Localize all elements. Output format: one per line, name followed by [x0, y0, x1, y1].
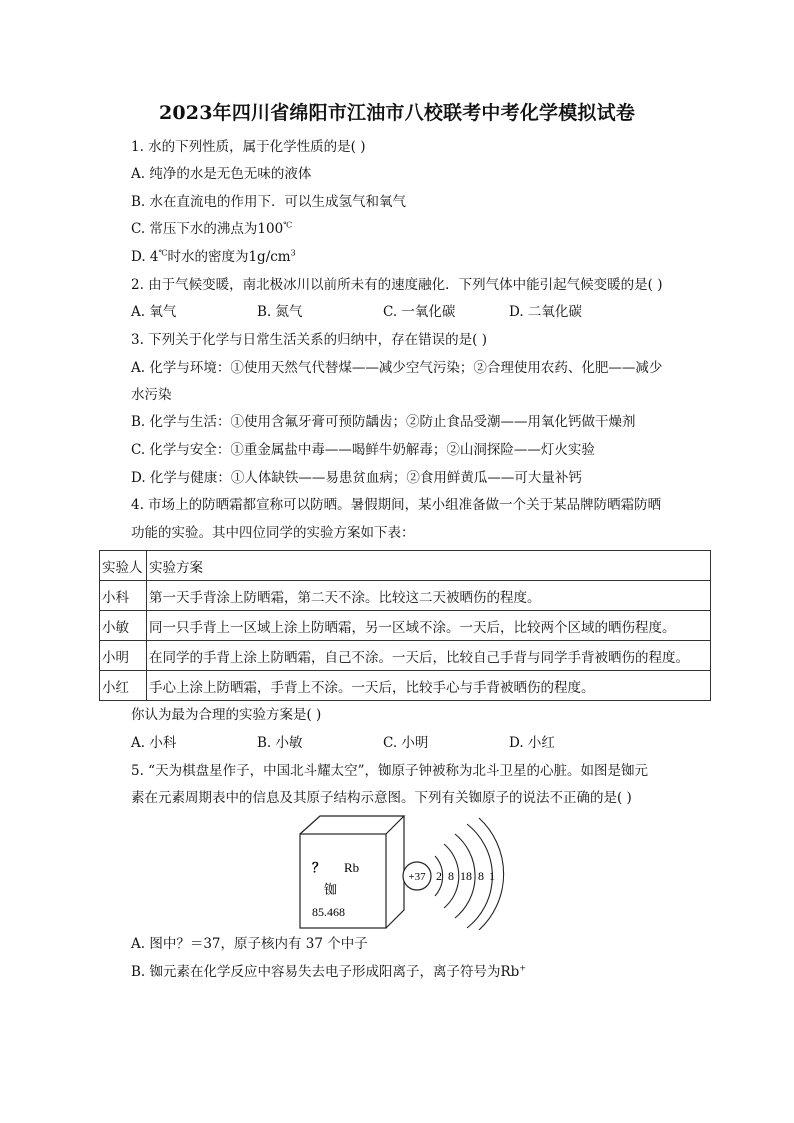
atom-structure [403, 818, 504, 930]
q1-option-b: B. 水在直流电的作用下．可以生成氢气和氧气 [131, 194, 407, 210]
element-name: 铷 [324, 883, 338, 898]
q5-option-b-text: B. 铷元素在化学反应中容易失去电子形成阳离子，离子符号为Rb [131, 964, 520, 980]
q2-option-a: A. 氧气 [131, 304, 177, 320]
q1-stem: 1. 水的下列性质，属于化学性质的是( ) [131, 139, 366, 155]
table-cell-name: 小明 [100, 641, 147, 671]
q2-option-c: C. 一氧化碳 [383, 304, 456, 320]
table-row [100, 671, 711, 701]
q2-option-b: B. 氮气 [257, 304, 303, 320]
page-title: 2023年四川省绵阳市江油市八校联考中考化学模拟试卷 [158, 102, 636, 124]
experiment-table [99, 550, 711, 701]
element-number: ？ [312, 860, 326, 875]
q5-option-a: A. 图中？＝37，原子核内有 37 个中子 [131, 936, 368, 952]
q4-stem-line2: 功能的实验。其中四位同学的实验方案如下表： [131, 525, 415, 541]
table-cell-plan: 同一只手背上一区域上涂上防晒霜，另一区域不涂。一天后，比较两个区域的晒伤程度。 [147, 611, 711, 641]
q3-option-d: D. 化学与健康：①人体缺铁——易患贫血病；②食用鲜黄瓜——可大量补钙 [131, 470, 582, 486]
electron-count: 8 [478, 869, 484, 883]
q3-option-a-line2: 水污染 [131, 387, 172, 403]
table-cell-name: 小敏 [100, 611, 147, 641]
q4-option-c: C. 小明 [383, 735, 429, 751]
q4-option-d: D. 小红 [509, 735, 555, 751]
q1-option-d-text1: D. 4 [131, 249, 159, 265]
table-row [100, 581, 711, 611]
q1-option-c [131, 220, 292, 238]
table-cell-name: 小红 [100, 671, 147, 701]
element-symbol: Rb [344, 860, 360, 875]
q3-option-a-line1: A. 化学与环境：①使用天然气代替煤——减少空气污染；②合理使用农药、化肥——减少 [131, 360, 663, 376]
ion-charge: + [519, 963, 527, 973]
element-cube [300, 816, 404, 928]
electron-count: 8 [448, 869, 454, 883]
table-row [100, 611, 711, 641]
q1-option-c-text: C. 常压下水的沸点为100 [131, 221, 284, 237]
table-header-cell: 实验人 [100, 551, 147, 581]
q5-stem-line2: 素在元素周期表中的信息及其原子结构示意图。下列有关铷原子的说法不正确的是( ) [131, 790, 632, 806]
q3-stem: 3. 下列关于化学与日常生活关系的归纳中，存在错误的是( ) [131, 332, 487, 348]
electron-count: 18 [460, 869, 472, 883]
q5-stem-line1: 5. “天为棋盘星作子，中国北斗耀太空”，铷原子钟被称为北斗卫星的心脏。如图是铷元 [131, 763, 648, 779]
table-cell-plan: 在同学的手背上涂上防晒霜，自己不涂。一天后，比较自己手背与同学手背被晒伤的程度。 [147, 641, 711, 671]
q5-option-b [131, 963, 526, 981]
table-cell-plan: 第一天手背涂上防晒霜，第二天不涂。比较这二天被晒伤的程度。 [147, 581, 711, 611]
q1-option-d [131, 248, 296, 266]
q4-stem-line1: 4. 市场上的防晒霜都宣称可以防晒。暑假期间，某小组准备做一个关于某品牌防晒霜防晒 [131, 497, 662, 513]
table-header-row [100, 551, 711, 581]
q2-stem: 2. 由于气候变暖，南北极冰川以前所未有的速度融化．下列气体中能引起气候变暖的是( ) [131, 277, 663, 293]
degree-unit: ℃ [283, 220, 293, 230]
q3-option-c: C. 化学与安全：①重金属盐中毒——喝鲜牛奶解毒；②山洞探险——灯火实验 [131, 442, 595, 458]
degree-unit: ℃ [158, 248, 168, 258]
table-row [100, 641, 711, 671]
table-header-cell: 实验方案 [147, 551, 711, 581]
q2-option-d: D. 二氧化碳 [509, 304, 582, 320]
atomic-mass: 85.468 [312, 905, 345, 919]
q1-option-d-text2: 时水的密度为1g/cm [167, 249, 291, 265]
rubidium-figure [298, 812, 508, 930]
q4-after: 你认为最为合理的实验方案是( ) [131, 707, 322, 723]
table-cell-name: 小科 [100, 581, 147, 611]
exponent: 3 [290, 248, 296, 258]
q4-option-b: B. 小敏 [257, 735, 303, 751]
nucleus-charge: +37 [408, 871, 426, 883]
q4-option-a: A. 小科 [131, 735, 177, 751]
electron-count: 2 [436, 869, 442, 883]
q1-option-a: A. 纯净的水是无色无味的液体 [131, 166, 312, 182]
q3-option-b: B. 化学与生活：①使用含氟牙膏可预防龋齿；②防止食品受潮——用氧化钙做干燥剂 [131, 414, 636, 430]
table-cell-plan: 手心上涂上防晒霜，手背上不涂。一天后，比较手心与手背被晒伤的程度。 [147, 671, 711, 701]
electron-count: 1 [489, 869, 495, 883]
